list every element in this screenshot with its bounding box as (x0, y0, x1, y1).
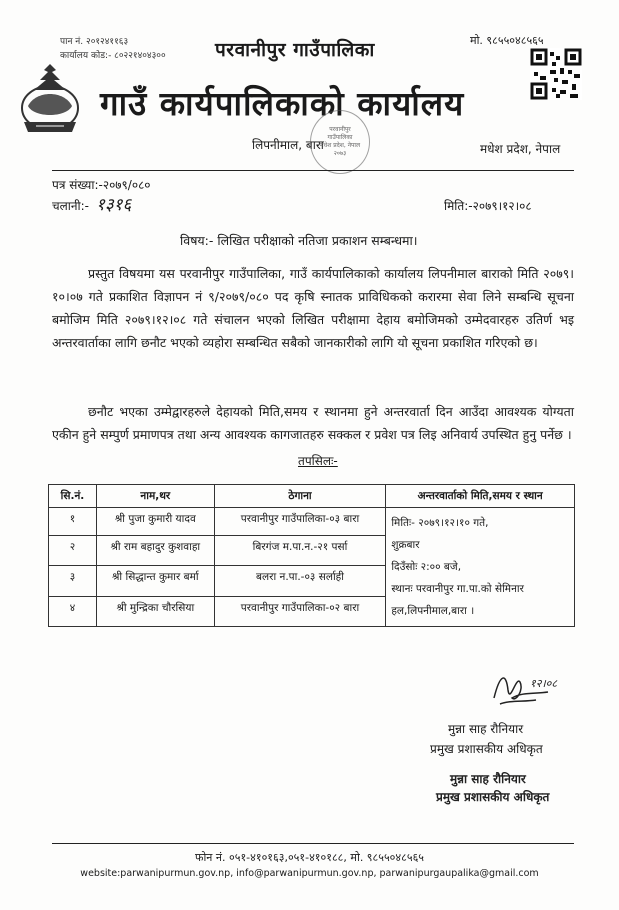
mobile-number: मो. ९८५५०४८५६५ (470, 34, 544, 47)
organization-name: परवानीपुर गाउँपालिका (215, 39, 375, 61)
row-address: परवानीपुर गाउँपालिका-०२ बारा (214, 596, 386, 626)
footer-phone: फोन नं. ०५१-४१०१६३,०५१-४१०१८८, मो. ९८५५०४८५६५ (194, 851, 425, 864)
interview-place: स्थानः परवानीपुर गा.पा.को सेमिनार हल,लिपनीमाल,बारा । (391, 583, 524, 617)
title-stamp: प्रमुख प्रशासकीय अधिकृत (436, 790, 550, 804)
header-interview: अन्तरवार्ताको मिति,समय र स्थान (386, 485, 575, 508)
row-address: बिरगंज म.पा.न.-२१ पर्सा (214, 536, 386, 566)
signature-date: १२।०८ (530, 677, 558, 690)
office-code: कार्यालय कोड:- ८०२२१४०४३०० (60, 51, 166, 61)
row-sn: ३ (49, 566, 97, 596)
chalani-number: १३१६ (96, 195, 132, 215)
interview-details (386, 508, 575, 627)
footer-divider (52, 843, 574, 844)
candidate-table (48, 484, 575, 627)
row-name: श्री पुजा कुमारी यादव (96, 508, 214, 536)
row-address: परवानीपुर गाउँपालिका-०३ बारा (214, 508, 386, 536)
nepal-emblem-icon (16, 60, 84, 140)
registration-number: पान नं. २०१२४११६३ (60, 37, 129, 47)
interview-time: दिउँसोः २:०० बजे, (391, 561, 462, 573)
row-name: श्री राम बहादुर कुशवाहा (96, 536, 214, 566)
row-address: बलरा न.पा.-०३ सर्लाही (214, 566, 386, 596)
table-header-row (49, 485, 575, 508)
qr-code-icon (530, 48, 582, 100)
signatory-title: प्रमुख प्रशासकीय अधिकृत (430, 742, 543, 756)
province: मधेश प्रदेश, नेपाल (480, 142, 561, 156)
chalani-label: चलानी:- (52, 199, 90, 213)
row-sn: १ (49, 508, 97, 536)
header-name: नाम,थर (96, 485, 214, 508)
letter-date: मिति:-२०७९।१२।०८ (444, 199, 532, 213)
signatory-name: मुन्ना साह रौनियार (448, 722, 524, 736)
office-name: गाउँ कार्यपालिकाको कार्यालय (100, 84, 465, 123)
paragraph-2: छनौट भएका उम्मेद्वारहरुले देहायको मिति,समय र स्थानमा हुने अन्तरवार्ता दिन आउँदा आवश्यक योग्यता एकीन हुने सम्पुर्ण प्रमाणपत्र तथा अन्य आवश्यक कागजातहरु सक्कल र प्रवेश पत्र लिइ अनिवार्य उपस्थित हुनु पर्नेछ । (52, 404, 574, 442)
interview-day: शुक्रबार (391, 539, 420, 551)
name-stamp: मुन्ना साह रौनियार (450, 772, 526, 786)
header-sn: सि.नं. (49, 485, 97, 508)
interview-date: मितिः- २०७९।१२।१० गते, (391, 517, 489, 529)
office-location: लिपनीमाल, बारा (252, 138, 324, 152)
header-address: ठेगाना (214, 485, 386, 508)
row-name: श्री मुन्द्रिका चौरसिया (96, 596, 214, 626)
paragraph-1: प्रस्तुत विषयमा यस परवानीपुर गाउँपालिका, गाउँ कार्यपालिकाको कार्यालय लिपनीमाल बाराको मिति २०७९।१०।०७ गते प्रकाशित विज्ञापन नं ९/२०७९/०८० पद कृषि स्नातक प्राविधिकको करारमा सेवा लिने सम्बन्धि सूचना बमोजिम मिति २०७९।१२।०८ गते संचालन भएको लिखित परीक्षामा देहाय बमोजिमको उम्मेदवारहरु उतिर्ण भइ अन्तरवार्ताका लागि छनौट भएको व्यहोरा सम्बन्धित सबैको जानकारीको लागि यो सूचना प्रकाशित गरिएको छ। (52, 266, 574, 350)
table-row (49, 508, 575, 536)
stamp-text: परवानीपुर गाउँपालिका मधेश प्रदेश, नेपाल २०७३ (319, 126, 361, 157)
row-sn: ४ (49, 596, 97, 626)
subject-line: विषय:- लिखित परीक्षाको नतिजा प्रकाशन सम्बन्धमा। (180, 233, 418, 248)
patra-sankhya: पत्र संख्या:-२०७९/०८० (52, 178, 151, 192)
row-sn: २ (49, 536, 97, 566)
row-name: श्री सिद्धान्त कुमार बर्मा (96, 566, 214, 596)
footer-web: website:parwanipurmun.gov.np, info@parwanipurmun.gov.np, parwanipurgaupalika@gmail.com (80, 868, 539, 879)
details-heading: तपसिलः- (298, 454, 338, 468)
header-divider (52, 170, 574, 171)
